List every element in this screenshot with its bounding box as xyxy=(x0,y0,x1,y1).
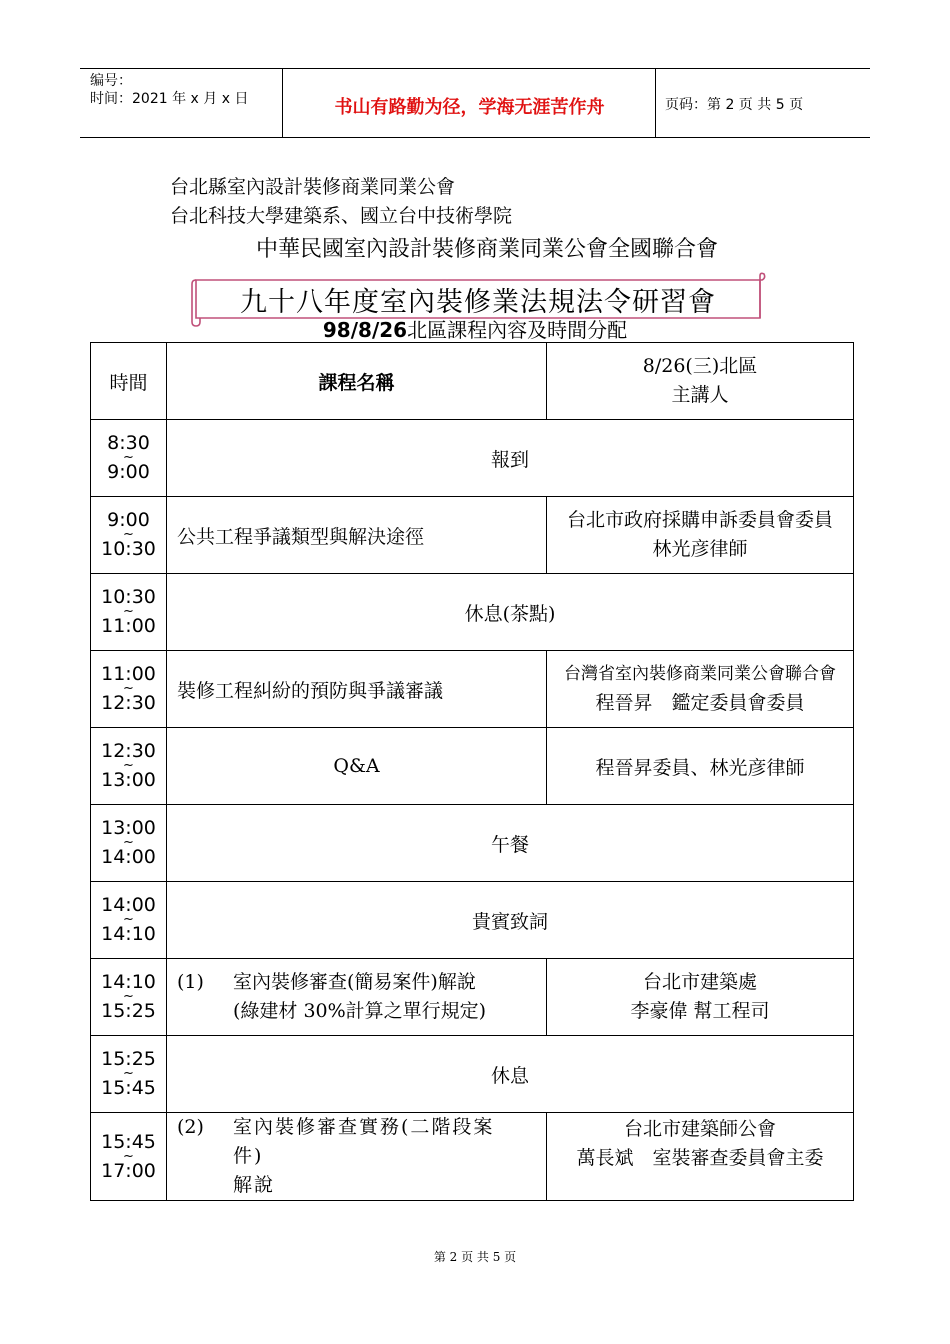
time-tilde: ~ xyxy=(123,1148,134,1164)
table-row xyxy=(91,651,854,728)
time-start: 9:00 xyxy=(107,509,150,531)
speaker-cell xyxy=(547,497,854,574)
subtitle-text: 北區課程內容及時間分配 xyxy=(407,318,628,342)
speaker-cell: 程晉昇委員、林光彦律師 xyxy=(547,728,854,805)
header-date: 8/26(三)北區 xyxy=(642,355,758,377)
course-name: 公共工程爭議類型與解決途徑 xyxy=(167,497,547,574)
header-speaker-label: 主講人 xyxy=(671,384,729,406)
time-end: 9:00 xyxy=(107,461,150,483)
speaker-org: 台北市建築處 xyxy=(642,971,757,993)
time-end: 17:00 xyxy=(101,1159,156,1182)
speaker-cell xyxy=(547,1113,854,1201)
header-speaker xyxy=(547,343,854,420)
time-end: 11:00 xyxy=(101,615,156,637)
time-end: 15:45 xyxy=(101,1077,156,1099)
speaker-org: 台北市政府採購申訴委員會委員 xyxy=(566,509,833,531)
session-label: 貴賓致詞 xyxy=(167,882,854,959)
time-tilde: ~ xyxy=(123,681,134,696)
course-line: 室內裝修審查實務(二階段案 xyxy=(233,1116,495,1138)
table-row xyxy=(91,1113,854,1201)
table-row xyxy=(91,1036,854,1113)
time-cell xyxy=(91,882,167,959)
course-line: (綠建材 30%計算之單行規定) xyxy=(233,1000,487,1022)
course-line: 室內裝修審查(簡易案件)解說 xyxy=(233,971,476,993)
course-cell xyxy=(167,1113,547,1201)
course-text xyxy=(233,968,486,1026)
document-time-label: 时间：2021 年 x 月 x 日 xyxy=(90,91,249,107)
speaker-cell xyxy=(547,651,854,728)
time-tilde: ~ xyxy=(123,527,134,542)
course-line: 解說 xyxy=(233,1174,276,1196)
subtitle-date: 98/8/26 xyxy=(322,318,408,342)
time-cell xyxy=(91,574,167,651)
time-start: 13:00 xyxy=(101,817,156,839)
course-name: Q&A xyxy=(167,728,547,805)
time-cell xyxy=(91,959,167,1036)
time-cell xyxy=(91,420,167,497)
table-row xyxy=(91,959,854,1036)
time-start: 15:45 xyxy=(101,1130,156,1153)
session-label: 休息(茶點) xyxy=(167,574,854,651)
banner-title: 九十八年度室內裝修業法規法令研習會 xyxy=(240,287,716,318)
course-cell xyxy=(167,959,547,1036)
time-start: 14:10 xyxy=(101,971,156,993)
speaker-name: 程晉昇 鑑定委員會委員 xyxy=(595,692,805,714)
speaker-org: 台北市建築師公會 xyxy=(623,1118,776,1140)
organizer-line: 台北科技大學建築系、國立台中技術學院 xyxy=(170,205,513,227)
table-row xyxy=(91,574,854,651)
time-tilde: ~ xyxy=(123,604,134,619)
header-page-number: 页码：第 2 页 共 5 页 xyxy=(665,97,804,113)
course-name: 裝修工程糾紛的預防與爭議審議 xyxy=(167,651,547,728)
time-tilde: ~ xyxy=(123,1066,134,1081)
time-start: 14:00 xyxy=(101,894,156,916)
time-cell xyxy=(91,497,167,574)
speaker-name: 林光彦律師 xyxy=(652,538,748,560)
speaker-org: 台灣省室內裝修商業同業公會聯合會 xyxy=(564,664,836,684)
header-divider xyxy=(655,69,656,137)
time-start: 15:25 xyxy=(101,1048,156,1070)
speaker-name: 萬長斌 室裝審查委員會主委 xyxy=(576,1147,824,1169)
table-row xyxy=(91,420,854,497)
time-tilde: ~ xyxy=(123,835,134,850)
schedule-subtitle xyxy=(0,314,950,343)
time-end: 10:30 xyxy=(101,538,156,560)
header-time: 時間 xyxy=(91,343,167,420)
numbered-course xyxy=(167,1113,546,1200)
session-label: 休息 xyxy=(167,1036,854,1113)
time-end: 15:25 xyxy=(101,1000,156,1022)
table-header-row xyxy=(91,343,854,420)
time-cell xyxy=(91,1113,167,1201)
organizer-line: 中華民國室內設計裝修商業同業公會全國聯合會 xyxy=(256,237,719,262)
time-cell xyxy=(91,1036,167,1113)
time-tilde: ~ xyxy=(123,758,134,773)
time-start: 10:30 xyxy=(101,586,156,608)
time-cell xyxy=(91,805,167,882)
time-tilde: ~ xyxy=(123,989,134,1004)
time-start: 8:30 xyxy=(107,432,150,454)
organizer-line: 台北縣室內設計裝修商業同業公會 xyxy=(170,176,456,198)
item-number: (2) xyxy=(177,1116,204,1138)
page-footer: 第 2 页 共 5 页 xyxy=(433,1250,517,1264)
time-end: 13:00 xyxy=(101,769,156,791)
numbered-course xyxy=(167,968,546,1026)
table-row xyxy=(91,497,854,574)
schedule-table xyxy=(90,342,854,1201)
speaker-cell xyxy=(547,959,854,1036)
time-cell xyxy=(91,651,167,728)
table-row xyxy=(91,805,854,882)
header-motto: 书山有路勤为径，学海无涯苦作舟 xyxy=(334,97,605,118)
time-start: 12:30 xyxy=(101,740,156,762)
time-start: 11:00 xyxy=(101,663,156,685)
course-text xyxy=(233,1113,494,1200)
table-row xyxy=(91,882,854,959)
time-tilde: ~ xyxy=(123,912,134,927)
table-row xyxy=(91,728,854,805)
page-header xyxy=(80,68,870,138)
time-cell xyxy=(91,728,167,805)
speaker-name: 李豪偉 幫工程司 xyxy=(630,1000,770,1022)
header-meta xyxy=(90,72,248,108)
document-number-label: 编号： xyxy=(90,73,132,89)
course-line: 件) xyxy=(233,1145,264,1167)
session-label: 報到 xyxy=(167,420,854,497)
time-tilde: ~ xyxy=(123,450,134,465)
time-end: 12:30 xyxy=(101,692,156,714)
time-end: 14:10 xyxy=(101,923,156,945)
time-end: 14:00 xyxy=(101,846,156,868)
session-label: 午餐 xyxy=(167,805,854,882)
item-number: (1) xyxy=(177,971,204,993)
header-course: 課程名稱 xyxy=(167,343,547,420)
